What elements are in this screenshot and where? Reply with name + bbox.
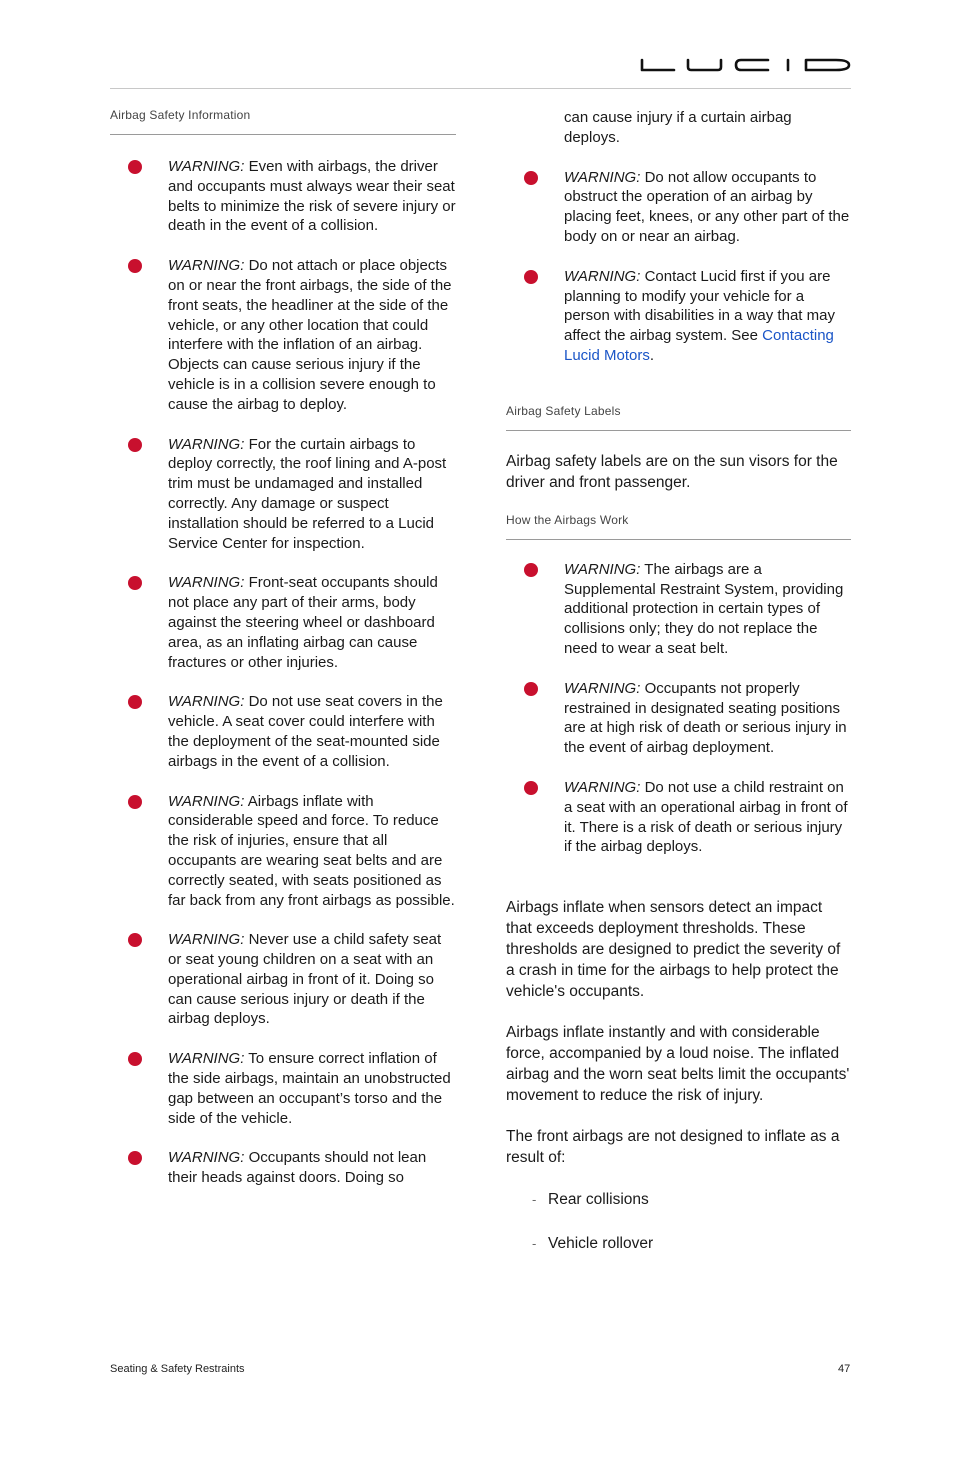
warning-text: Never use a child safety seat or seat young children on a seat with an operational airbag in front of it. Doing so can cause serious injury or death if the airbag deploys. <box>168 931 442 1028</box>
body-paragraph: Airbags inflate when sensors detect an impact that exceeds deployment thresholds. These thresholds are designed to predict the severity of a crash in time for the airbags to help protect the vehicle's occupants. <box>506 899 841 1001</box>
warning-text: Do not allow occupants to obstruct the operation of an airbag by placing feet, knees, or any other part of the body on or near an airbag. <box>564 168 850 245</box>
page-number: 47 <box>838 1363 851 1375</box>
warning-item <box>110 1148 456 1188</box>
warning-item <box>110 256 456 414</box>
list-item-text: Vehicle rollover <box>548 1235 654 1253</box>
warning-label: WARNING: <box>564 679 641 697</box>
warning-item <box>110 573 456 672</box>
warning-label: WARNING: <box>168 931 245 949</box>
warning-dot-icon <box>128 1151 142 1165</box>
warning-text: Do not use seat covers in the vehicle. A seat cover could interfere with the deployment of the seat-mounted side airbags in the event of a collision. <box>168 693 443 770</box>
lucid-logo <box>640 56 852 74</box>
warning-dot-icon <box>524 682 538 696</box>
warning-item <box>110 792 456 911</box>
warning-label: WARNING: <box>168 435 245 453</box>
list-item <box>506 1190 851 1210</box>
section-divider <box>506 430 851 431</box>
warning-label: WARNING: <box>564 560 641 578</box>
warning-label: WARNING: <box>168 1050 245 1068</box>
labels-paragraph: Airbag safety labels are on the sun visors for the driver and front passenger. <box>506 452 838 491</box>
warning-label: WARNING: <box>564 778 641 796</box>
warning-dot-icon <box>128 795 142 809</box>
warning-continuation <box>506 108 851 148</box>
warning-dot-icon <box>524 563 538 577</box>
right-column <box>506 108 851 1254</box>
warning-dot-icon <box>524 270 538 284</box>
warning-item <box>110 930 456 1029</box>
warning-text: Airbags inflate with considerable speed and force. To reduce the risk of injuries, ensure that all occupants are wearing seat belts and are correctly seated, with seats positioned as far back from any front airbags as possible. <box>168 792 455 909</box>
warning-text: To ensure correct inflation of the side airbags, maintain an unobstructed gap between an occupant’s torso and the side of the vehicle. <box>168 1050 451 1127</box>
warning-text: Contact Lucid first if you are planning to modify your vehicle for a person with disabilities in a way that may affect the airbag system. See <box>564 267 835 345</box>
warning-dot-icon <box>128 438 142 452</box>
footer-section-name: Seating & Safety Restraints <box>110 1363 245 1375</box>
warning-item <box>506 679 851 758</box>
section-title-how-airbags-work: How the Airbags Work <box>506 512 629 527</box>
dash-bullet-icon: - <box>532 1192 537 1208</box>
section-title-airbag-safety-information: Airbag Safety Information <box>110 108 251 122</box>
warning-dot-icon <box>128 695 142 709</box>
warning-label: WARNING: <box>168 1149 245 1167</box>
warning-label: WARNING: <box>564 168 641 186</box>
warning-label: WARNING: <box>168 257 245 275</box>
warning-dot-icon <box>524 171 538 185</box>
warning-label: WARNING: <box>168 574 245 592</box>
warning-label: WARNING: <box>168 792 245 810</box>
section-title-airbag-safety-labels: Airbag Safety Labels <box>506 403 621 418</box>
warning-text: Occupants should not lean their heads against doors. Doing so <box>168 1149 427 1187</box>
warning-item <box>506 267 851 366</box>
warning-text: For the curtain airbags to deploy correctly, the roof lining and A-post trim must be undamaged and installed correctly. Any damage or suspect installation should be referred to a Lucid Service Center for inspection. <box>168 435 447 552</box>
list-item <box>506 1234 851 1254</box>
warning-dot-icon <box>128 1052 142 1066</box>
warning-item <box>506 560 851 659</box>
warning-label: WARNING: <box>564 267 641 285</box>
warning-text: can cause injury if a curtain airbag deploys. <box>564 109 792 146</box>
warning-label: WARNING: <box>168 693 245 711</box>
warning-text: Even with airbags, the driver and occupants must always wear their seat belts to minimize the risk of severe injury or death in the event of a collision. <box>168 158 456 235</box>
warning-item <box>110 157 456 236</box>
warning-dot-icon <box>128 160 142 174</box>
warning-text: Front-seat occupants should not place any part of their arms, body against the steering wheel or dashboard area, as an inflating airbag can cause fractures or other injuries. <box>168 574 438 671</box>
warning-item <box>110 1049 456 1128</box>
left-column <box>110 108 456 1188</box>
warning-dot-icon <box>128 259 142 273</box>
warning-item <box>506 778 851 857</box>
warning-text: Do not attach or place objects on or near the front airbags, the side of the front seats, the headliner at the side of the vehicle, or any other location that could interfere with the inflation of an airbag. Objects can cause serious injury if the vehicle is in a collision severe enough to cause the airbag to deploy. <box>168 257 452 413</box>
body-paragraph: The front airbags are not designed to inflate as a result of: <box>506 1128 840 1167</box>
warning-item <box>506 168 851 247</box>
warning-item <box>110 435 456 554</box>
warning-dot-icon <box>524 781 538 795</box>
list-item-text: Rear collisions <box>548 1191 649 1209</box>
warning-item <box>110 692 456 771</box>
dash-bullet-icon: - <box>532 1236 537 1252</box>
warning-text: Do not use a child restraint on a seat with an operational airbag in front of it. There is a risk of death or serious injury if the airbag deploys. <box>564 778 848 856</box>
warning-text: The airbags are a Supplemental Restraint System, providing additional protection in certain types of collisions only; they do not replace the need to wear a seat belt. <box>564 560 844 657</box>
contacting-lucid-motors-link[interactable]: Contacting Lucid Motors <box>564 327 834 364</box>
warning-dot-icon <box>128 933 142 947</box>
warning-text-end: . <box>649 346 655 364</box>
body-paragraph: Airbags inflate instantly and with considerable force, accompanied by a loud noise. The inflated airbag and the worn seat belts limit the occupants' movement to reduce the risk of injury. <box>506 1024 850 1105</box>
warning-label: WARNING: <box>168 158 245 175</box>
header-rule <box>110 88 851 89</box>
warning-dot-icon <box>128 576 142 590</box>
warning-text: Occupants not properly restrained in designated seating positions are at high risk of death or serious injury in the event of airbag deployment. <box>564 679 847 757</box>
section-divider <box>506 539 851 540</box>
section-divider <box>110 134 456 135</box>
